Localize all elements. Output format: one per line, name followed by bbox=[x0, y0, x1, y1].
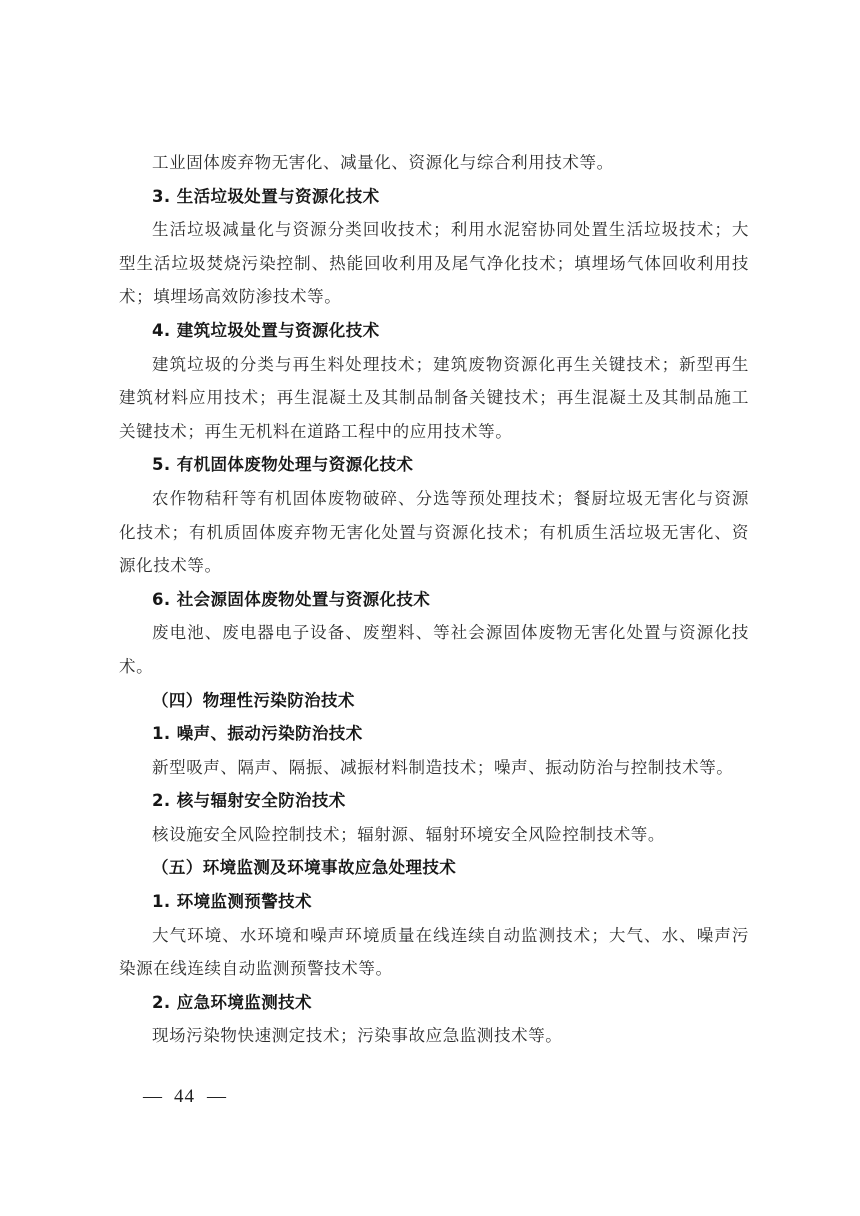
numbered-heading-5: 5. 有机固体废物处理与资源化技术 bbox=[152, 455, 414, 475]
numbered-heading-4: 4. 建筑垃圾处置与资源化技术 bbox=[152, 320, 380, 340]
numbered-heading-3: 3. 生活垃圾处置与资源化技术 bbox=[152, 186, 380, 206]
body-paragraph: 农作物秸秆等有机固体废物破碎、分选等预处理技术；餐厨垃圾无害化与资源化技术；有机质固体废弃物无害化处置与资源化技术；有机质生活垃圾无害化、资源化技术等。 bbox=[119, 488, 749, 576]
body-paragraph: 废电池、废电器电子设备、废塑料、等社会源固体废物无害化处置与资源化技术。 bbox=[119, 623, 749, 676]
footer-left-dash: — bbox=[143, 1086, 162, 1107]
numbered-heading-1: 1. 环境监测预警技术 bbox=[152, 892, 312, 912]
numbered-heading-1: 1. 噪声、振动污染防治技术 bbox=[152, 724, 363, 744]
body-paragraph: 大气环境、水环境和噪声环境质量在线连续自动监测技术；大气、水、噪声污染源在线连续自动监测预警技术等。 bbox=[119, 925, 749, 979]
numbered-heading-2: 2. 核与辐射安全防治技术 bbox=[152, 791, 346, 811]
body-paragraph: 新型吸声、隔声、隔振、减振材料制造技术；噪声、振动防治与控制技术等。 bbox=[152, 757, 734, 777]
page-number: 44 bbox=[174, 1086, 195, 1107]
body-paragraph: 建筑垃圾的分类与再生料处理技术；建筑废物资源化再生关键技术；新型再生建筑材料应用技术；再生混凝土及其制品制备关键技术；再生混凝土及其制品施工关键技术；再生无机料在道路工程中的应用技术等。 bbox=[119, 354, 749, 441]
numbered-heading-2: 2. 应急环境监测技术 bbox=[152, 992, 312, 1012]
page-footer bbox=[143, 1086, 226, 1108]
numbered-heading-6: 6. 社会源固体废物处置与资源化技术 bbox=[152, 589, 431, 609]
body-paragraph: 现场污染物快速测定技术；污染事故应急监测技术等。 bbox=[152, 1026, 563, 1046]
body-paragraph: 工业固体废弃物无害化、减量化、资源化与综合利用技术等。 bbox=[152, 153, 614, 172]
section-heading-4: （四）物理性污染防治技术 bbox=[152, 690, 355, 710]
document-content bbox=[119, 146, 749, 1053]
footer-right-dash: — bbox=[207, 1086, 226, 1107]
section-heading-5: （五）环境监测及环境事故应急处理技术 bbox=[152, 858, 457, 878]
body-paragraph: 核设施安全风险控制技术；辐射源、辐射环境安全风险控制技术等。 bbox=[152, 824, 665, 844]
body-paragraph: 生活垃圾减量化与资源分类回收技术；利用水泥窑协同处置生活垃圾技术；大型生活垃圾焚烧污染控制、热能回收利用及尾气净化技术；填埋场气体回收利用技术；填埋场高效防渗技术等。 bbox=[119, 220, 749, 307]
